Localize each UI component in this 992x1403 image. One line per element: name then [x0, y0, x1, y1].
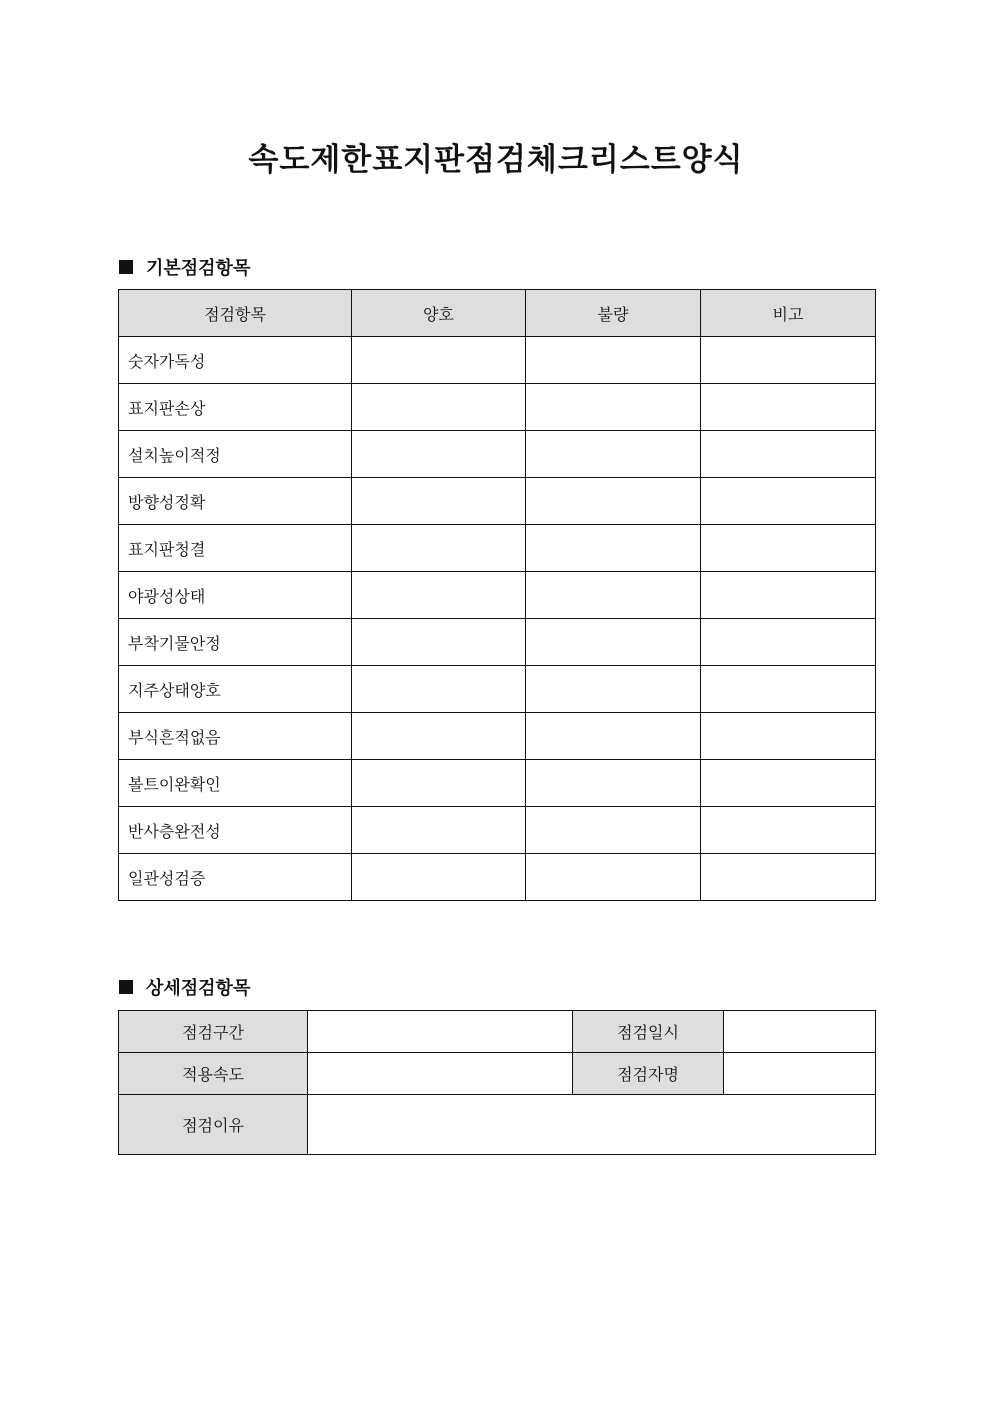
good-cell[interactable]: [352, 854, 526, 901]
column-header-good: 양호: [352, 290, 526, 337]
table-row: [119, 478, 876, 525]
table-row: [119, 525, 876, 572]
bad-cell[interactable]: [526, 619, 701, 666]
note-cell[interactable]: [701, 854, 876, 901]
bad-cell[interactable]: [526, 525, 701, 572]
table-row: [119, 666, 876, 713]
note-cell[interactable]: [701, 713, 876, 760]
square-bullet-icon: [119, 980, 133, 994]
speed-label: 적용속도: [119, 1053, 308, 1095]
bad-cell[interactable]: [526, 807, 701, 854]
note-cell[interactable]: [701, 337, 876, 384]
date-label: 점검일시: [573, 1011, 724, 1053]
bad-cell[interactable]: [526, 478, 701, 525]
item-cell: 설치높이적정: [119, 431, 352, 478]
item-cell: 지주상태양호: [119, 666, 352, 713]
basic-checklist-table: [118, 289, 876, 901]
bad-cell[interactable]: [526, 337, 701, 384]
table-row: [119, 807, 876, 854]
item-cell: 부착기물안정: [119, 619, 352, 666]
inspector-label: 점검자명: [573, 1053, 724, 1095]
good-cell[interactable]: [352, 525, 526, 572]
good-cell[interactable]: [352, 666, 526, 713]
good-cell[interactable]: [352, 478, 526, 525]
good-cell[interactable]: [352, 760, 526, 807]
detail-info-table: [118, 1010, 876, 1155]
square-bullet-icon: [119, 260, 133, 274]
table-row: [119, 572, 876, 619]
section-label: 점검구간: [119, 1011, 308, 1053]
note-cell[interactable]: [701, 431, 876, 478]
detail-row-speed-inspector: [119, 1053, 876, 1095]
item-cell: 일관성검증: [119, 854, 352, 901]
detail-section-heading: [119, 974, 250, 1000]
good-cell[interactable]: [352, 572, 526, 619]
note-cell[interactable]: [701, 525, 876, 572]
reason-label: 점검이유: [119, 1095, 308, 1155]
date-field[interactable]: [724, 1011, 876, 1053]
bad-cell[interactable]: [526, 431, 701, 478]
detail-section-heading-label: 상세점검항목: [146, 978, 251, 999]
good-cell[interactable]: [352, 384, 526, 431]
good-cell[interactable]: [352, 713, 526, 760]
basic-section-heading-label: 기본점검항목: [146, 258, 251, 279]
note-cell[interactable]: [701, 619, 876, 666]
inspector-field[interactable]: [724, 1053, 876, 1095]
bad-cell[interactable]: [526, 760, 701, 807]
note-cell[interactable]: [701, 666, 876, 713]
note-cell[interactable]: [701, 478, 876, 525]
item-cell: 반사층완전성: [119, 807, 352, 854]
bad-cell[interactable]: [526, 713, 701, 760]
table-row: [119, 431, 876, 478]
item-cell: 숫자가독성: [119, 337, 352, 384]
page-title: 속도제한표지판점검체크리스트양식: [248, 142, 744, 178]
table-row: [119, 854, 876, 901]
good-cell[interactable]: [352, 619, 526, 666]
detail-row-reason: [119, 1095, 876, 1155]
speed-field[interactable]: [308, 1053, 573, 1095]
basic-section-heading: [119, 254, 250, 280]
table-row: [119, 760, 876, 807]
item-cell: 방향성정확: [119, 478, 352, 525]
column-header-bad: 불량: [526, 290, 701, 337]
note-cell[interactable]: [701, 807, 876, 854]
item-cell: 표지판청결: [119, 525, 352, 572]
table-header-row: [119, 290, 876, 337]
section-field[interactable]: [308, 1011, 573, 1053]
good-cell[interactable]: [352, 337, 526, 384]
note-cell[interactable]: [701, 760, 876, 807]
table-row: [119, 337, 876, 384]
bad-cell[interactable]: [526, 572, 701, 619]
column-header-note: 비고: [701, 290, 876, 337]
bad-cell[interactable]: [526, 666, 701, 713]
detail-row-section-date: [119, 1011, 876, 1053]
table-row: [119, 619, 876, 666]
column-header-item: 점검항목: [119, 290, 352, 337]
item-cell: 부식흔적없음: [119, 713, 352, 760]
bad-cell[interactable]: [526, 854, 701, 901]
reason-field[interactable]: [308, 1095, 876, 1155]
note-cell[interactable]: [701, 384, 876, 431]
bad-cell[interactable]: [526, 384, 701, 431]
good-cell[interactable]: [352, 431, 526, 478]
item-cell: 야광성상태: [119, 572, 352, 619]
note-cell[interactable]: [701, 572, 876, 619]
table-row: [119, 384, 876, 431]
item-cell: 표지판손상: [119, 384, 352, 431]
table-row: [119, 713, 876, 760]
good-cell[interactable]: [352, 807, 526, 854]
item-cell: 볼트이완확인: [119, 760, 352, 807]
